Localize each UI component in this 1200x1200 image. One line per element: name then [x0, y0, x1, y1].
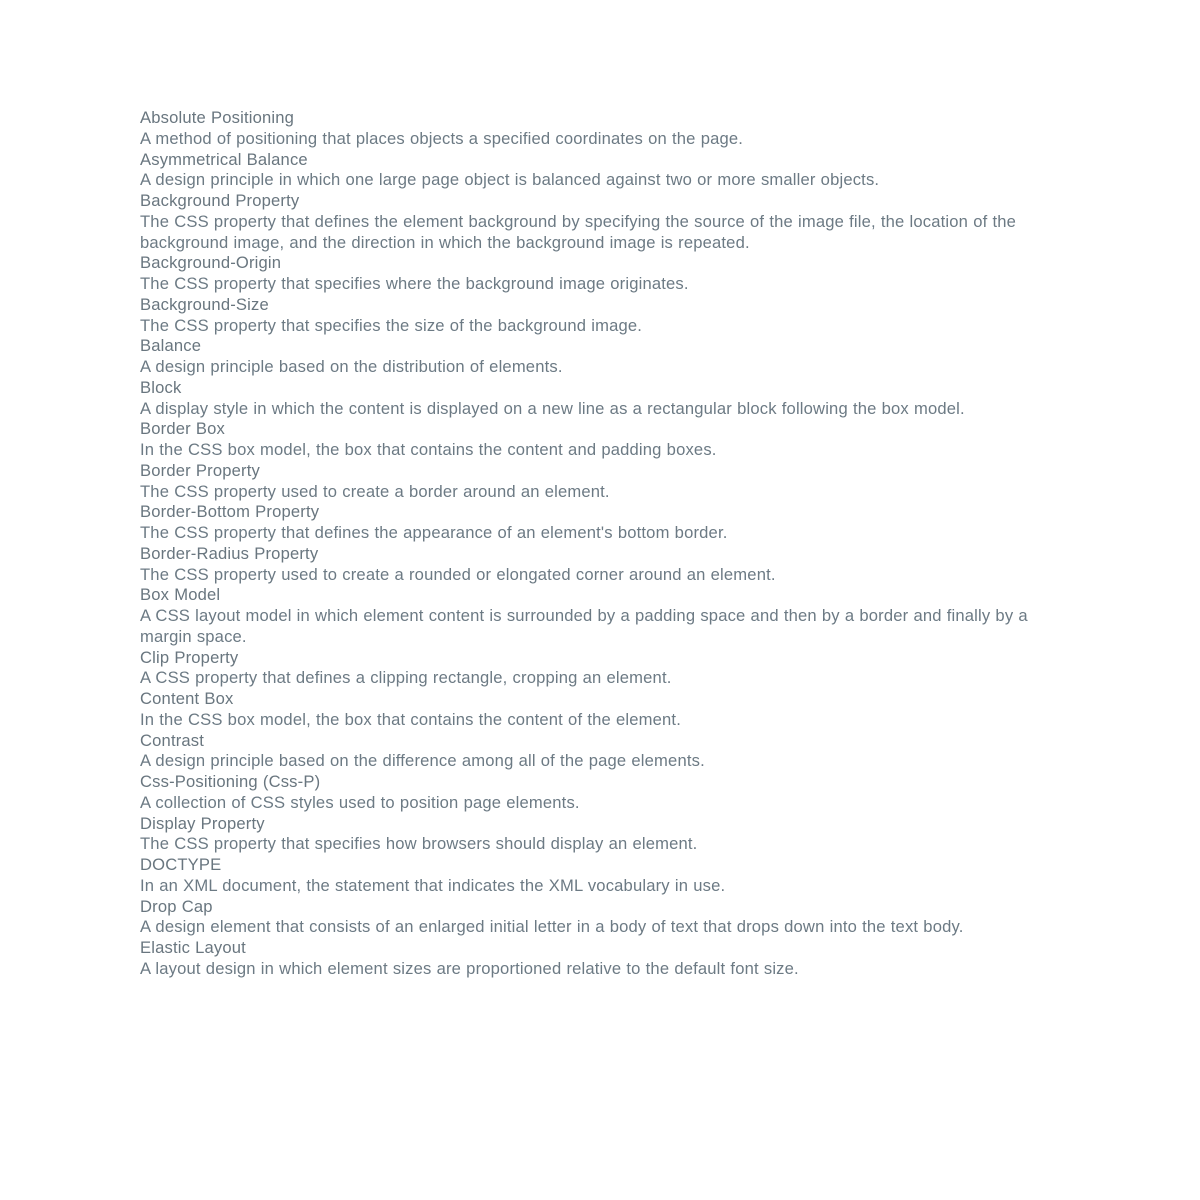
glossary-definition: The CSS property that defines the appearance of an element's bottom border.	[140, 523, 728, 542]
glossary-term: Asymmetrical Balance	[140, 149, 308, 169]
glossary-entry	[140, 938, 1045, 980]
glossary-term: Block	[140, 377, 182, 397]
glossary-term: Border Box	[140, 419, 226, 439]
glossary-term: Border-Bottom Property	[140, 502, 320, 522]
glossary-entry	[140, 502, 1045, 544]
glossary-term: Background Property	[140, 191, 300, 210]
glossary-entry	[140, 295, 1045, 337]
glossary-entry	[140, 855, 1045, 897]
glossary-definition: A design principle based on the difference among all of the page elements.	[140, 751, 705, 771]
glossary-definition: A design element that consists of an enlarged initial letter in a body of text that drops down into the text body.	[140, 917, 964, 937]
glossary-entry	[140, 150, 1045, 192]
glossary-entry	[140, 648, 1045, 690]
glossary-term: Border-Radius Property	[140, 543, 319, 563]
glossary-definition: The CSS property that defines the element background by specifying the source of the image file, the location of the background image, and the direction in which the background image is repeated.	[140, 211, 1017, 252]
glossary-term: Content Box	[140, 689, 234, 708]
glossary-entry	[140, 731, 1045, 773]
glossary-definition: The CSS property that specifies the size of the background image.	[140, 315, 643, 335]
glossary-definition: A layout design in which element sizes are proportioned relative to the default font size.	[140, 958, 799, 978]
glossary-entry	[140, 689, 1045, 731]
glossary-term: Balance	[140, 336, 202, 356]
glossary-entry-list	[140, 108, 1045, 980]
glossary-term: Background-Size	[140, 294, 269, 314]
glossary-definition: In the CSS box model, the box that contains the content of the element.	[140, 709, 681, 729]
glossary-term: Display Property	[140, 813, 265, 833]
glossary-entry	[140, 461, 1045, 503]
glossary-definition: In an XML document, the statement that indicates the XML vocabulary in use.	[140, 875, 726, 895]
glossary-definition: The CSS property used to create a rounded or elongated corner around an element.	[140, 564, 776, 584]
glossary-entry	[140, 419, 1045, 461]
glossary-entry	[140, 897, 1045, 939]
glossary-definition: A CSS layout model in which element content is surrounded by a padding space and then by a border and finally by a margin space.	[140, 606, 1028, 646]
glossary-entry	[140, 585, 1045, 647]
glossary-definition: The CSS property that specifies how browsers should display an element.	[140, 834, 698, 854]
glossary-definition: A display style in which the content is displayed on a new line as a rectangular block following the box model.	[140, 398, 965, 418]
glossary-definition: A design principle in which one large page object is balanced against two or more smaller objects.	[140, 170, 880, 190]
glossary-term: Box Model	[140, 585, 221, 605]
glossary-definition: A design principle based on the distribution of elements.	[140, 357, 563, 376]
glossary-term: Contrast	[140, 730, 205, 750]
glossary-term: Css-Positioning (Css-P)	[140, 772, 321, 791]
glossary-definition: In the CSS box model, the box that contains the content and padding boxes.	[140, 440, 717, 459]
glossary-term: Drop Cap	[140, 896, 213, 916]
glossary-entry	[140, 336, 1045, 378]
glossary-entry	[140, 253, 1045, 295]
glossary-term: Absolute Positioning	[140, 108, 295, 127]
glossary-definition: A collection of CSS styles used to position page elements.	[140, 792, 580, 812]
glossary-definition: The CSS property used to create a border around an element.	[140, 481, 610, 501]
glossary-term: Background-Origin	[140, 253, 282, 273]
glossary-definition: The CSS property that specifies where the background image originates.	[140, 274, 689, 293]
glossary-entry	[140, 544, 1045, 586]
glossary-definition: A CSS property that defines a clipping rectangle, cropping an element.	[140, 668, 672, 688]
glossary-term: Border Property	[140, 460, 260, 480]
glossary-term: DOCTYPE	[140, 855, 222, 874]
glossary-entry	[140, 814, 1045, 856]
glossary-entry	[140, 108, 1045, 150]
glossary-term: Clip Property	[140, 647, 239, 667]
glossary-term: Elastic Layout	[140, 938, 246, 957]
glossary-definition: A method of positioning that places objects a specified coordinates on the page.	[140, 128, 744, 148]
glossary-entry	[140, 378, 1045, 420]
glossary-entry	[140, 772, 1045, 814]
glossary-entry	[140, 191, 1045, 253]
